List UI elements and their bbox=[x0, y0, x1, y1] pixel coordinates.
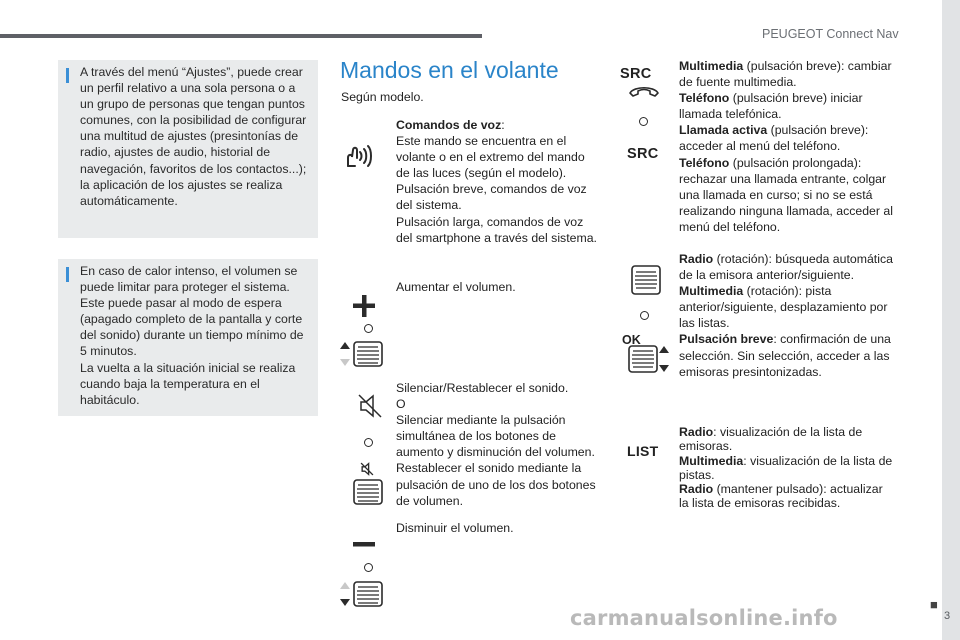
control-title: Radio bbox=[679, 482, 714, 497]
info-bar-icon bbox=[66, 267, 69, 282]
control-description-volume-down: Disminuir el volumen. bbox=[396, 521, 514, 535]
plus-icon bbox=[352, 294, 376, 318]
header-rule bbox=[0, 34, 482, 38]
control-text: (pulsación breve): acceder al menú del teléfono. bbox=[679, 123, 869, 154]
section-title: Mandos en el volante bbox=[340, 57, 559, 83]
control-title: Teléfono bbox=[679, 155, 730, 170]
control-description-src bbox=[679, 58, 894, 235]
list-label: LIST bbox=[627, 443, 659, 459]
separator-circle-icon bbox=[639, 117, 648, 126]
control-text: (rotación): búsqueda automática de la emisora anterior/siguiente. bbox=[679, 252, 893, 283]
minus-icon bbox=[352, 540, 376, 550]
control-text: : Este mando se encuentra en el volante o en el extremo del mando de las luces (según el modelo). Pulsación breve, comandos de voz del sistema. Pulsación larga, comandos de voz del smartphone a través del sistema. bbox=[396, 118, 597, 245]
control-title: Llamada activa bbox=[679, 123, 768, 138]
thumbwheel-up-icon bbox=[340, 340, 384, 368]
page-number: 3 bbox=[944, 610, 951, 622]
separator-circle-icon bbox=[364, 563, 373, 572]
control-description-mute: Silenciar/Restablecer el sonido. O Silenciar mediante la pulsación simultánea de los botones de aumento y disminución del volumen. Restablecer el sonido mediante la pulsación de uno de los dos botones de volumen. bbox=[396, 381, 596, 508]
separator-circle-icon bbox=[640, 311, 649, 320]
separator-circle-icon bbox=[364, 324, 373, 333]
src-label: SRC bbox=[620, 66, 652, 82]
control-title: Teléfono bbox=[679, 91, 730, 106]
info-bar-icon bbox=[66, 68, 69, 83]
control-text: : confirmación de una selección. Sin selección, acceder a las emisoras presintonizadas. bbox=[679, 332, 891, 379]
src-label: SRC bbox=[627, 146, 659, 162]
section-subtitle: Según modelo. bbox=[341, 90, 424, 104]
page-header-title: PEUGEOT Connect Nav bbox=[762, 27, 899, 41]
control-text: (rotación): pista anterior/siguiente, desplazamiento por las listas. bbox=[679, 284, 888, 331]
ok-label: OK bbox=[622, 333, 641, 347]
thumbwheel-icon bbox=[629, 264, 663, 296]
control-title: Pulsación breve bbox=[679, 332, 774, 347]
mute-icon bbox=[357, 393, 383, 419]
control-description-ok bbox=[679, 251, 894, 380]
note-box-profiles bbox=[58, 60, 318, 238]
ok-wheel-icon bbox=[626, 344, 670, 374]
control-description-list bbox=[679, 425, 894, 511]
control-description-volume-up: Aumentar el volumen. bbox=[396, 280, 516, 294]
control-text: (pulsación breve) iniciar llamada telefónica. bbox=[679, 91, 863, 122]
control-title: Radio bbox=[679, 425, 714, 439]
voice-command-icon bbox=[343, 136, 377, 170]
note-text: En caso de calor intenso, el volumen se puede limitar para proteger el sistema. Este puede pasar al modo de espera (apagado completo de la pantalla y corte del sonido) durante un tiempo mínimo de 5 minutos. La vuelta a la situación inicial se realiza cuando baja la temperatura en el habitáculo. bbox=[80, 264, 304, 407]
mute-small-icon bbox=[360, 462, 374, 476]
control-title: Multimedia bbox=[679, 453, 744, 468]
separator-circle-icon bbox=[364, 438, 373, 447]
thumbwheel-down-icon bbox=[340, 580, 384, 608]
control-text: : visualización de la lista de pistas. bbox=[679, 453, 893, 482]
control-title: Radio bbox=[679, 252, 714, 266]
control-text: (pulsación prolongada): rechazar una llamada entrante, colgar una llamada en curso; si no se está realizando ninguna llamada, acceder al menú del teléfono. bbox=[679, 155, 893, 234]
control-text: (pulsación breve): cambiar de fuente multimedia. bbox=[679, 59, 892, 90]
control-title: Multimedia bbox=[679, 284, 744, 299]
page-side-strip bbox=[942, 0, 960, 640]
note-text: A través del menú “Ajustes”, puede crear un perfil relativo a una sola persona o a un grupo de personas que tengan puntos comunes, con la posibilidad de configurar una multitud de ajustes (presintonías de radio, ajustes de audio, historial de navegación, favoritos de los contactos...); la aplicación de los ajustes se realiza automáticamente. bbox=[80, 65, 307, 208]
control-title: Multimedia bbox=[679, 59, 744, 73]
watermark: carmanualsonline.info bbox=[570, 606, 838, 630]
note-box-heat bbox=[58, 259, 318, 416]
control-description-voice bbox=[396, 117, 601, 246]
phone-icon bbox=[628, 84, 660, 98]
control-text: (mantener pulsado): actualizar la lista de emisoras recibidas. bbox=[679, 482, 883, 511]
control-text: : visualización de la lista de emisoras. bbox=[679, 425, 863, 454]
continue-marker: ■ bbox=[930, 597, 938, 612]
thumbwheel-icon bbox=[350, 478, 384, 506]
control-title: Comandos de voz bbox=[396, 118, 502, 132]
